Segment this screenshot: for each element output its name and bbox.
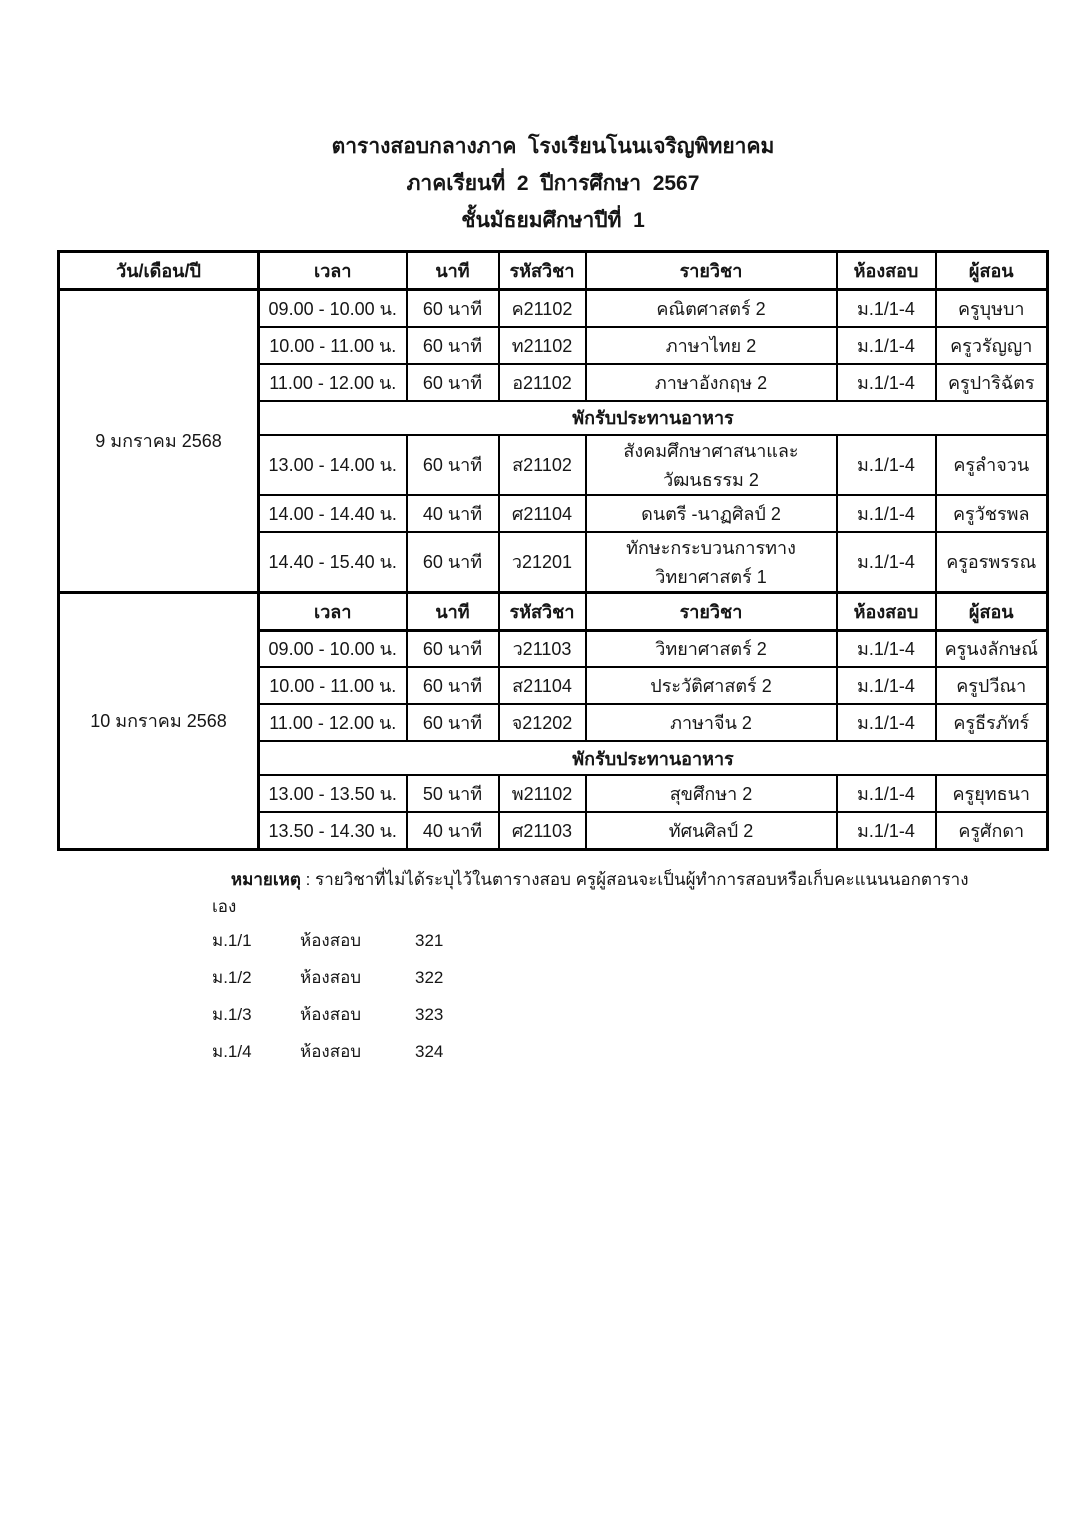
header-teacher: ผู้สอน [936, 252, 1048, 290]
code-cell: ศ21104 [499, 495, 586, 532]
note-label: หมายเหตุ [230, 870, 301, 889]
subject-cell: ภาษาไทย 2 [586, 327, 837, 364]
time-cell: 14.40 - 15.40 น. [259, 532, 407, 593]
room-cell: ม.1/1-4 [837, 327, 936, 364]
room-class: ม.1/4 [212, 1042, 252, 1061]
title-line-2: ภาคเรียนที่ 2 ปีการศึกษา 2567 [406, 172, 700, 195]
header-code: รหัสวิชา [499, 592, 586, 630]
minutes-cell: 60 นาที [407, 290, 499, 327]
time-cell: 09.00 - 10.00 น. [259, 630, 407, 667]
room-label: ห้องสอบ [300, 1042, 362, 1061]
room-class: ม.1/3 [212, 1005, 252, 1024]
code-cell: จ21202 [499, 704, 586, 741]
room-cell: ม.1/1-4 [837, 532, 936, 593]
room-cell: ม.1/1-4 [837, 812, 936, 849]
time-cell: 11.00 - 12.00 น. [259, 364, 407, 401]
room-number: 321 [415, 930, 444, 950]
teacher-cell: ครูนงลักษณ์ [936, 630, 1048, 667]
header-room: ห้องสอบ [837, 592, 936, 630]
room-cell: ม.1/1-4 [837, 495, 936, 532]
room-number: 323 [415, 1004, 444, 1024]
room-label: ห้องสอบ [300, 1005, 362, 1024]
subject-cell: สุขศึกษา 2 [586, 775, 837, 812]
header-code: รหัสวิชา [499, 252, 586, 290]
room-cell: ม.1/1-4 [837, 775, 936, 812]
teacher-cell: ครูปาริฉัตร [936, 364, 1048, 401]
minutes-cell: 60 นาที [407, 364, 499, 401]
room-cell: ม.1/1-4 [837, 667, 936, 704]
teacher-cell: ครูศักดา [936, 812, 1048, 849]
room-label: ห้องสอบ [300, 931, 362, 950]
subject-cell: คณิตศาสตร์ 2 [586, 290, 837, 327]
table-header-row-day2 [59, 592, 1048, 630]
subject-cell: ภาษาอังกฤษ 2 [586, 364, 837, 401]
header-minutes: นาที [407, 592, 499, 630]
title-line-3: ชั้นมัธยมศึกษาปีที่ 1 [461, 209, 645, 232]
header-subject: รายวิชา [586, 252, 837, 290]
room-cell: ม.1/1-4 [837, 290, 936, 327]
header-room: ห้องสอบ [837, 252, 936, 290]
subject-cell: ประวัติศาสตร์ 2 [586, 667, 837, 704]
room-row [212, 1033, 475, 1070]
code-cell: ว21103 [499, 630, 586, 667]
header-teacher: ผู้สอน [936, 592, 1048, 630]
room-number: 322 [415, 967, 444, 987]
room-row [212, 922, 475, 959]
room-cell: ม.1/1-4 [837, 435, 936, 495]
title-block [57, 128, 1049, 239]
time-cell: 14.00 - 14.40 น. [259, 495, 407, 532]
header-subject: รายวิชา [586, 592, 837, 630]
code-cell: ส21102 [499, 435, 586, 495]
code-cell: ท21102 [499, 327, 586, 364]
teacher-cell: ครูธีรภัทร์ [936, 704, 1048, 741]
room-number: 324 [415, 1041, 444, 1061]
table-header-row [59, 252, 1048, 290]
room-label: ห้องสอบ [300, 968, 362, 987]
code-cell: ศ21103 [499, 812, 586, 849]
time-cell: 13.50 - 14.30 น. [259, 812, 407, 849]
header-minutes: นาที [407, 252, 499, 290]
exam-row [59, 290, 1048, 327]
room-cell: ม.1/1-4 [837, 364, 936, 401]
date-cell-day2: 10 มกราคม 2568 [59, 592, 259, 849]
teacher-cell: ครูวัชรพล [936, 495, 1048, 532]
date-cell-day1: 9 มกราคม 2568 [59, 290, 259, 593]
room-cell: ม.1/1-4 [837, 704, 936, 741]
title-line-1: ตารางสอบกลางภาค โรงเรียนโนนเจริญพิทยาคม [331, 135, 775, 158]
teacher-cell: ครูอรพรรณ [936, 532, 1048, 593]
header-date: วัน/เดือน/ปี [59, 252, 259, 290]
time-cell: 10.00 - 11.00 น. [259, 667, 407, 704]
subject-cell: ทัศนศิลป์ 2 [586, 812, 837, 849]
time-cell: 09.00 - 10.00 น. [259, 290, 407, 327]
time-cell: 10.00 - 11.00 น. [259, 327, 407, 364]
header-time: เวลา [259, 252, 407, 290]
code-cell: อ21102 [499, 364, 586, 401]
minutes-cell: 60 นาที [407, 630, 499, 667]
minutes-cell: 50 นาที [407, 775, 499, 812]
code-cell: ส21104 [499, 667, 586, 704]
teacher-cell: ครูปวีณา [936, 667, 1048, 704]
minutes-cell: 60 นาที [407, 532, 499, 593]
teacher-cell: ครูวรัญญา [936, 327, 1048, 364]
subject-cell: สังคมศึกษาศาสนาและวัฒนธรรม 2 [586, 435, 837, 495]
lunch-label: พักรับประทานอาหาร [259, 741, 1048, 775]
room-cell: ม.1/1-4 [837, 630, 936, 667]
subject-cell: ทักษะกระบวนการทางวิทยาศาสตร์ 1 [586, 532, 837, 593]
minutes-cell: 60 นาที [407, 435, 499, 495]
teacher-cell: ครูบุษบา [936, 290, 1048, 327]
time-cell: 13.00 - 14.00 น. [259, 435, 407, 495]
teacher-cell: ครูลำจวน [936, 435, 1048, 495]
teacher-cell: ครูยุทธนา [936, 775, 1048, 812]
minutes-cell: 60 นาที [407, 704, 499, 741]
minutes-cell: 40 นาที [407, 495, 499, 532]
exam-schedule-table [57, 250, 1049, 851]
note-text: : รายวิชาที่ไม่ได้ระบุไว้ในตารางสอบ ครูผู้สอนจะเป็นผู้ทำการสอบหรือเก็บคะแนนนอกตารางเอง [212, 870, 969, 916]
code-cell: ค21102 [499, 290, 586, 327]
subject-cell: วิทยาศาสตร์ 2 [586, 630, 837, 667]
subject-cell: ภาษาจีน 2 [586, 704, 837, 741]
room-class: ม.1/1 [212, 931, 252, 950]
minutes-cell: 40 นาที [407, 812, 499, 849]
room-row [212, 996, 475, 1033]
code-cell: พ21102 [499, 775, 586, 812]
room-class: ม.1/2 [212, 968, 252, 987]
minutes-cell: 60 นาที [407, 667, 499, 704]
code-cell: ว21201 [499, 532, 586, 593]
subject-cell: ดนตรี -นาฏศิลป์ 2 [586, 495, 837, 532]
room-list [212, 922, 475, 1070]
lunch-label: พักรับประทานอาหาร [259, 401, 1048, 435]
time-cell: 11.00 - 12.00 น. [259, 704, 407, 741]
header-time: เวลา [259, 592, 407, 630]
minutes-cell: 60 นาที [407, 327, 499, 364]
time-cell: 13.00 - 13.50 น. [259, 775, 407, 812]
room-row [212, 959, 475, 996]
